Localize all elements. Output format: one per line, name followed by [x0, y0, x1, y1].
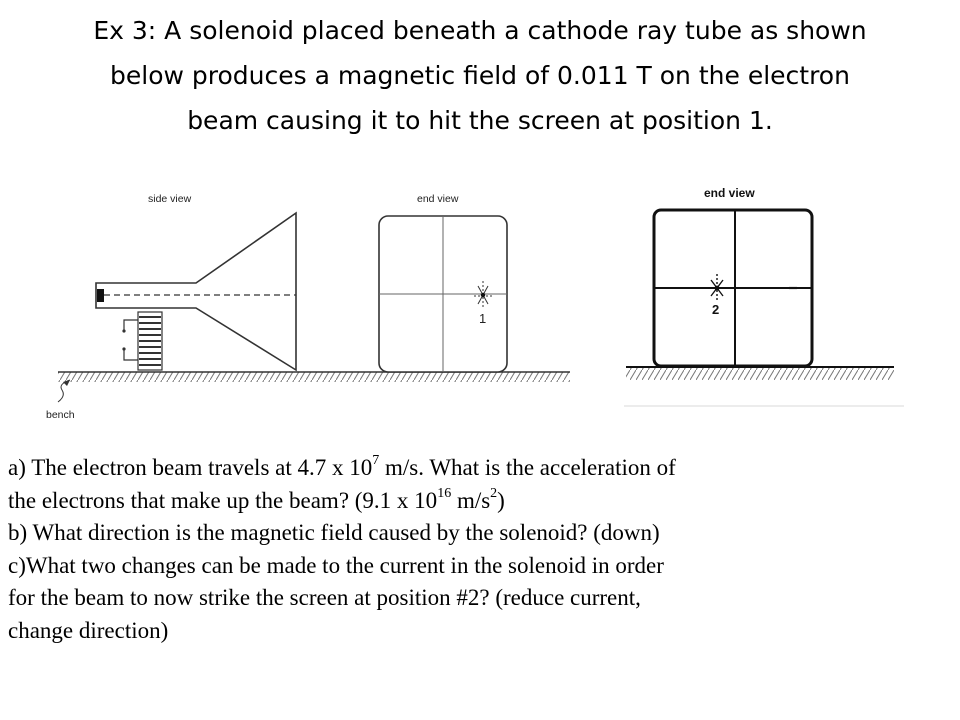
end-view-label: end view	[417, 193, 459, 205]
end-view-figure-2	[624, 186, 904, 406]
end-view-figure-1	[379, 193, 507, 372]
bench-label: bench	[46, 409, 75, 421]
title-line-3: beam causing it to hit the screen at position 1.	[187, 106, 773, 135]
bench-2	[626, 367, 894, 380]
title-line-2: below produces a magnetic field of 0.011 T on the electron	[110, 61, 850, 90]
side-view-label: side view	[148, 193, 192, 205]
title-line-1: Ex 3: A solenoid placed beneath a cathode ray tube as shown	[93, 16, 867, 45]
answer-c-line-1: c)What two changes can be made to the current in the solenoid in order	[8, 552, 664, 578]
answers-block	[8, 452, 953, 647]
answer-a-line-1-text: a) The electron beam travels at 4.7 x 10	[8, 455, 373, 480]
answer-c-line-2: for the beam to now strike the screen at position #2? (reduce current,	[8, 585, 641, 610]
solenoid	[122, 312, 162, 370]
electron-gun	[97, 289, 104, 302]
exponent-16: 16	[437, 485, 452, 501]
crt-solenoid-diagram	[0, 170, 960, 440]
crt-side-outline	[96, 213, 296, 370]
exponent-7: 7	[372, 453, 380, 469]
bench	[58, 372, 570, 382]
answer-a-line-2-end: )	[497, 487, 505, 513]
exponent-2: 2	[490, 485, 498, 501]
answer-a-line-1	[8, 452, 953, 485]
answer-a-line-2	[8, 485, 953, 518]
position-2-label: 2	[712, 302, 720, 317]
answer-a-unit: m/s	[451, 487, 491, 513]
position-1-label: 1	[479, 311, 487, 326]
end-view-2-label: end view	[704, 186, 755, 200]
answer-a-line-1-end: m/s. What is the acceleration of	[379, 455, 676, 480]
answer-c-line-3: change direction)	[8, 617, 169, 643]
answer-b-line: b) What direction is the magnetic field caused by the solenoid? (down)	[8, 520, 660, 545]
answer-a-line-2-text: the electrons that make up the beam? (9.1 x 10	[8, 487, 438, 513]
question-title	[10, 8, 950, 143]
